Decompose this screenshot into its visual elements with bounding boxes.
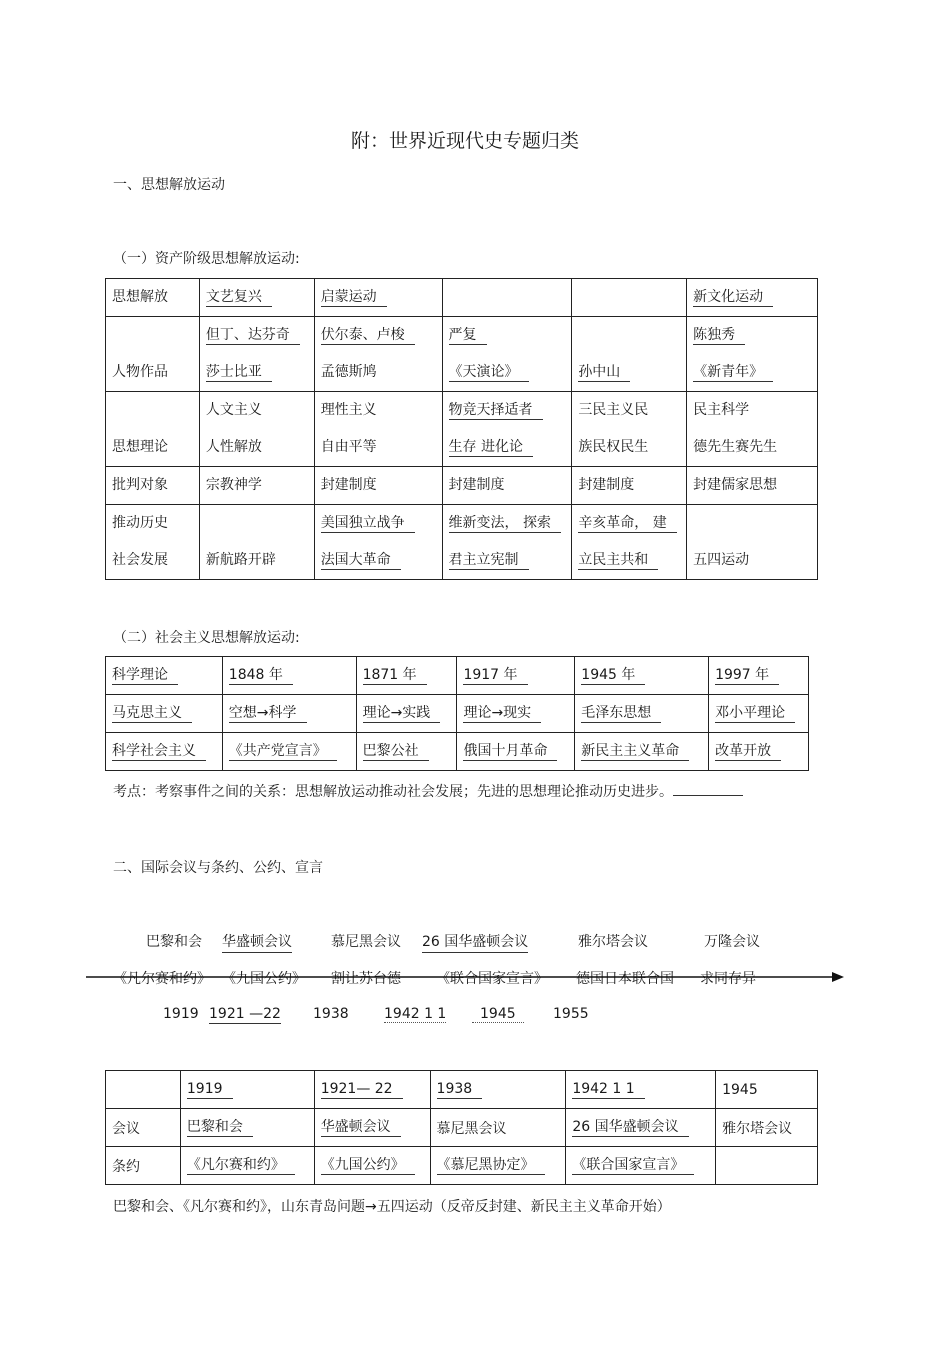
cell-text: 人性解放 (205, 439, 262, 455)
table-cell (442, 279, 572, 317)
table-cell (106, 1109, 181, 1147)
timeline-year: 1921 —22 (209, 1006, 281, 1022)
cell-text: 孟德斯鸠 (320, 364, 377, 380)
timeline-document: 求同存异 (700, 971, 756, 987)
table-cell (314, 392, 442, 467)
cell-line (206, 467, 308, 504)
table-row (106, 733, 809, 771)
cell-line (321, 279, 436, 316)
timeline-document: 割让苏台德 (331, 971, 401, 987)
cell-line (693, 392, 811, 429)
table-cell (180, 1109, 314, 1147)
row-header-line (112, 317, 193, 354)
cell-text: 孙中山 (578, 363, 630, 382)
table-cell (442, 392, 572, 467)
cell-text: 1919 (187, 1080, 233, 1099)
table-cell (199, 279, 314, 317)
table-cell (572, 317, 687, 392)
cell-text: 1942 1 1 (572, 1080, 644, 1099)
cell-text: 毛泽东思想 (581, 704, 661, 723)
cell-text: 封建制度 (320, 477, 377, 493)
cell-text: 美国独立战争 (321, 514, 415, 533)
cell-text: 科学理论 (112, 666, 178, 685)
table-cell (575, 695, 709, 733)
cell-line (449, 392, 566, 429)
table-row (106, 505, 818, 580)
row-header-line: 人物作品 (112, 364, 168, 380)
header-cell (180, 1071, 314, 1109)
table-cell (222, 733, 356, 771)
timeline-document: 《九国公约》 (222, 971, 306, 987)
table-header-row (106, 1071, 818, 1109)
cell-text: 《凡尔赛和约》 (187, 1156, 295, 1175)
table-cell (575, 733, 709, 771)
cell-line (206, 392, 308, 429)
cell-line (206, 429, 308, 466)
cell-text: 理论→现实 (463, 704, 541, 723)
conference-table (105, 1070, 818, 1185)
table-row (106, 695, 809, 733)
cell-line (206, 505, 308, 542)
table-cell (430, 1147, 566, 1185)
cell-text: 条约 (112, 1158, 140, 1175)
cell-text: 新文化运动 (693, 288, 773, 307)
cell-line (321, 354, 436, 391)
cell-text: 1871 年 (363, 666, 427, 685)
cell-text: 《新青年》 (693, 363, 773, 382)
row-header-line: 批判对象 (112, 477, 168, 493)
table-cell (106, 657, 223, 695)
timeline-year: 1942 1 1 (384, 1006, 447, 1022)
table-cell (199, 467, 314, 505)
table-cell (314, 505, 442, 580)
cell-line (578, 279, 680, 316)
cell-text: 《慕尼黑协定》 (437, 1156, 545, 1175)
table-cell (222, 695, 356, 733)
socialist-liberation-table (105, 656, 809, 771)
cell-text: 立民主共和 (578, 551, 658, 570)
cell-text: 君主立宪制 (449, 551, 529, 570)
cell-text: 1997 年 (715, 666, 779, 685)
section-heading-conferences: 二、国际会议与条约、公约、宣言 (113, 860, 323, 876)
row-header-line: 思想理论 (112, 439, 168, 455)
table-cell (709, 657, 809, 695)
cell-line (449, 354, 566, 391)
row-header-cell (106, 392, 200, 467)
table-cell (356, 695, 457, 733)
cell-text: 1945 (722, 1081, 758, 1098)
row-header-cell (106, 505, 200, 580)
cell-line (449, 505, 566, 542)
table-cell (572, 279, 687, 317)
cell-text: 宗教神学 (205, 477, 262, 493)
table-cell (566, 1109, 716, 1147)
row-header-line (112, 392, 193, 429)
cell-text: 慕尼黑会议 (436, 1120, 507, 1137)
table-cell (314, 1109, 430, 1147)
cell-text: 人文主义 (205, 402, 262, 418)
timeline-document: 《凡尔赛和约》 (113, 971, 211, 987)
table-row (106, 1147, 818, 1185)
table-row (106, 657, 809, 695)
cell-text: 严复 (449, 326, 487, 345)
cell-line (578, 392, 680, 429)
table-cell (687, 317, 818, 392)
cell-text: 自由平等 (320, 439, 377, 455)
cell-line (321, 467, 436, 504)
timeline-conference: 巴黎和会 (146, 934, 202, 950)
cell-text: 科学社会主义 (112, 742, 206, 761)
table-cell (356, 733, 457, 771)
table-cell (356, 657, 457, 695)
subheading-socialist: （二）社会主义思想解放运动: (113, 630, 300, 646)
table-cell (687, 279, 818, 317)
table-cell (716, 1109, 818, 1147)
timeline-year: 1919 (163, 1006, 199, 1022)
cell-text: 文艺复兴 (206, 288, 272, 307)
header-cell (314, 1071, 430, 1109)
header-cell (430, 1071, 566, 1109)
table-row (106, 467, 818, 505)
header-cell (566, 1071, 716, 1109)
cell-line (693, 354, 811, 391)
timeline-conference: 26 国华盛顿会议 (422, 931, 528, 953)
timeline-conference: 慕尼黑会议 (331, 934, 401, 950)
cell-line (449, 467, 566, 504)
cell-text: 陈独秀 (693, 326, 745, 345)
table-cell (314, 1147, 430, 1185)
table-cell (572, 505, 687, 580)
cell-line (693, 429, 811, 466)
cell-text: 巴黎公社 (363, 742, 429, 761)
cell-text: 三民主义民 (578, 402, 649, 418)
bourgeois-liberation-table (105, 278, 818, 580)
cell-line (206, 542, 308, 579)
cell-text: 《联合国家宣言》 (572, 1156, 694, 1175)
cell-line (206, 354, 308, 391)
cell-text: 伏尔泰、卢梭 (321, 326, 415, 345)
timeline-document: 德国日本联合国 (576, 971, 674, 987)
table-cell (442, 505, 572, 580)
table-cell (180, 1147, 314, 1185)
table-cell (709, 733, 809, 771)
cell-text: 族民权民生 (578, 439, 649, 455)
cell-text: 民主科学 (693, 402, 750, 418)
subheading-bourgeois: （一）资产阶级思想解放运动: (113, 251, 300, 267)
cell-text: 维新变法， 探索 (449, 514, 561, 533)
table-cell (442, 467, 572, 505)
cell-text: 1945 年 (581, 666, 645, 685)
table-cell (575, 657, 709, 695)
cell-line (449, 429, 566, 466)
cell-line (449, 542, 566, 579)
cell-text: 五四运动 (693, 552, 750, 568)
cell-line (206, 279, 308, 316)
table-cell (430, 1109, 566, 1147)
cell-line (693, 279, 811, 316)
table-cell (687, 467, 818, 505)
cell-text: 理性主义 (320, 402, 377, 418)
table-cell (314, 317, 442, 392)
timeline-year: 1955 (553, 1006, 589, 1022)
cell-text: 法国大革命 (321, 551, 401, 570)
cell-text: 封建制度 (578, 477, 635, 493)
cell-text: 《九国公约》 (321, 1156, 415, 1175)
cell-text: 马克思主义 (112, 704, 192, 723)
cell-line (693, 542, 811, 579)
table-cell (442, 317, 572, 392)
cell-line (206, 317, 308, 354)
row-header-line: 社会发展 (112, 552, 168, 568)
cell-line (693, 317, 811, 354)
table-cell (314, 279, 442, 317)
cell-line (321, 542, 436, 579)
cell-text: 辛亥革命， 建 (578, 514, 676, 533)
table-cell (199, 317, 314, 392)
table-cell (106, 695, 223, 733)
table-cell (106, 1147, 181, 1185)
row-header-line: 推动历史 (112, 515, 168, 531)
table-cell (457, 657, 575, 695)
cell-text: 邓小平理论 (715, 704, 795, 723)
timeline-conference: 雅尔塔会议 (578, 934, 648, 950)
cell-text: 26 国华盛顿会议 (572, 1118, 688, 1137)
timeline-arrow (86, 969, 844, 985)
cell-line (449, 317, 566, 354)
cell-text: 德先生赛先生 (693, 439, 778, 455)
cell-text: 改革开放 (715, 742, 781, 761)
row-header-cell (106, 279, 200, 317)
header-cell (106, 1071, 181, 1109)
header-cell (716, 1071, 818, 1109)
table-row (106, 279, 818, 317)
table-cell (687, 392, 818, 467)
table-cell (457, 695, 575, 733)
cell-text: 华盛顿会议 (321, 1118, 401, 1137)
cell-text: 理论→实践 (363, 704, 441, 723)
timeline-conference: 万隆会议 (704, 934, 760, 950)
table-cell (572, 467, 687, 505)
cell-text: 空想→科学 (229, 704, 307, 723)
cell-text: 雅尔塔会议 (722, 1120, 793, 1137)
cell-line (578, 467, 680, 504)
page-title: 附：世界近现代史专题归类 (350, 130, 579, 152)
cell-text: 封建儒家思想 (693, 477, 778, 493)
conference-note: 巴黎和会、《凡尔赛和约》，山东青岛问题→五四运动（反帝反封建、新民主主义革命开始） (113, 1199, 671, 1215)
cell-text: 俄国十月革命 (463, 742, 557, 761)
table-cell (106, 733, 223, 771)
cell-line (693, 467, 811, 504)
cell-text: 新民主主义革命 (581, 742, 689, 761)
timeline-year: 1945 (472, 1006, 524, 1023)
cell-text: 新航路开辟 (205, 552, 276, 568)
table-row (106, 317, 818, 392)
table-cell (566, 1147, 716, 1185)
cell-text: 启蒙运动 (321, 288, 387, 307)
cell-text: 物竞天择适者 (449, 401, 543, 420)
cell-line (578, 354, 680, 391)
table-cell (199, 505, 314, 580)
cell-line (578, 505, 680, 542)
section-heading-thought-liberation: 一、思想解放运动 (113, 177, 225, 193)
cell-line (321, 317, 436, 354)
table-cell (199, 392, 314, 467)
cell-text: 1917 年 (463, 666, 527, 685)
cell-line (321, 505, 436, 542)
row-header-cell (106, 317, 200, 392)
table-cell (222, 657, 356, 695)
timeline-year: 1938 (313, 1006, 349, 1022)
timeline-conference: 华盛顿会议 (222, 931, 292, 953)
cell-line (578, 317, 680, 354)
exam-note: 考点：考察事件之间的关系：思想解放运动推动社会发展；先进的思想理论推动历史进步。 (113, 781, 743, 801)
cell-text: 会议 (112, 1120, 140, 1137)
cell-line (693, 505, 811, 542)
cell-line (578, 542, 680, 579)
cell-line (321, 429, 436, 466)
table-cell (687, 505, 818, 580)
table-row (106, 1109, 818, 1147)
cell-text: 莎士比亚 (206, 363, 272, 382)
cell-text: 但丁、达芬奇 (206, 326, 300, 345)
timeline-document: 《联合国家宣言》 (436, 971, 548, 987)
cell-text: 1921— 22 (321, 1080, 403, 1099)
cell-text: 封建制度 (448, 477, 505, 493)
cell-text: 《天演论》 (449, 363, 529, 382)
table-row (106, 392, 818, 467)
cell-text: 1848 年 (229, 666, 293, 685)
table-cell (457, 733, 575, 771)
table-cell (314, 467, 442, 505)
table-cell (716, 1147, 818, 1185)
row-header-cell (106, 467, 200, 505)
cell-line (321, 392, 436, 429)
cell-text: 1938 (437, 1080, 483, 1099)
cell-text: 巴黎和会 (187, 1118, 253, 1137)
cell-text: 《共产党宣言》 (229, 742, 337, 761)
cell-line (578, 429, 680, 466)
row-header-line: 思想解放 (112, 289, 168, 305)
table-cell (709, 695, 809, 733)
cell-text: 生存 进化论 (449, 438, 533, 457)
cell-line (449, 279, 566, 316)
table-cell (572, 392, 687, 467)
